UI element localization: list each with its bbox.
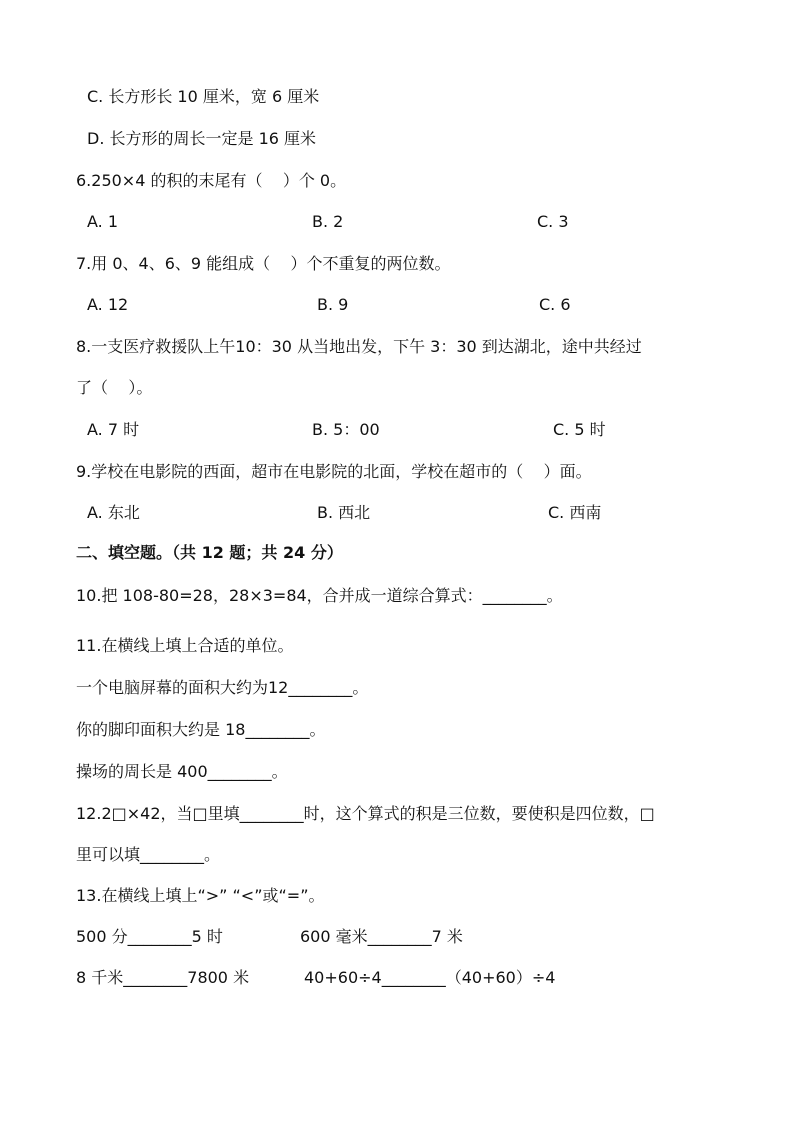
q6-option-a: A. 1 — [87, 212, 119, 231]
question-12: 12.2□×42，当□里填________时，这个算式的积是三位数，要使积是四位数，□ — [76, 804, 655, 823]
question-13-d: 40+60÷4________（40+60）÷4 — [304, 968, 556, 987]
question-7: 7.用 0、4、6、9 能组成（ ）个不重复的两位数。 — [76, 254, 451, 273]
q8-option-b: B. 5：00 — [312, 420, 380, 439]
question-6: 6.250×4 的积的末尾有（ ）个 0。 — [76, 171, 347, 190]
q6-option-b: B. 2 — [312, 212, 344, 231]
question-13-b: 600 毫米________7 米 — [300, 927, 463, 946]
question-12-continued: 里可以填________。 — [76, 845, 221, 864]
question-8: 8.一支医疗救援队上午10：30 从当地出发，下午 3：30 到达湖北，途中共经过 — [76, 337, 642, 356]
question-11-b: 你的脚印面积大约是 18________。 — [76, 720, 326, 739]
q9-option-c: C. 西南 — [548, 503, 602, 522]
q6-option-c: C. 3 — [537, 212, 569, 231]
question-11-c: 操场的周长是 400________。 — [76, 762, 288, 781]
question-10: 10.把 108-80=28，28×3=84，合并成一道综合算式：________。 — [76, 586, 563, 605]
option-c-q5: C. 长方形长 10 厘米，宽 6 厘米 — [87, 87, 320, 106]
q9-option-b: B. 西北 — [317, 503, 371, 522]
q7-option-c: C. 6 — [539, 295, 571, 314]
question-8-continued: 了（ ）。 — [76, 378, 153, 397]
question-9: 9.学校在电影院的西面，超市在电影院的北面，学校在超市的（ ）面。 — [76, 462, 592, 481]
q9-option-a: A. 东北 — [87, 503, 140, 522]
q7-option-b: B. 9 — [317, 295, 349, 314]
question-13: 13.在横线上填上“>” “<”或“=”。 — [76, 886, 325, 905]
question-11: 11.在横线上填上合适的单位。 — [76, 636, 294, 655]
section-2-heading: 二、填空题。（共 12 题；共 24 分） — [76, 543, 343, 562]
q8-option-c: C. 5 时 — [553, 420, 606, 439]
option-d-q5: D. 长方形的周长一定是 16 厘米 — [87, 129, 317, 148]
q8-option-a: A. 7 时 — [87, 420, 140, 439]
question-13-a: 500 分________5 时 — [76, 927, 223, 946]
question-11-a: 一个电脑屏幕的面积大约为12________。 — [76, 678, 369, 697]
question-13-c: 8 千米________7800 米 — [76, 968, 250, 987]
q7-option-a: A. 12 — [87, 295, 129, 314]
